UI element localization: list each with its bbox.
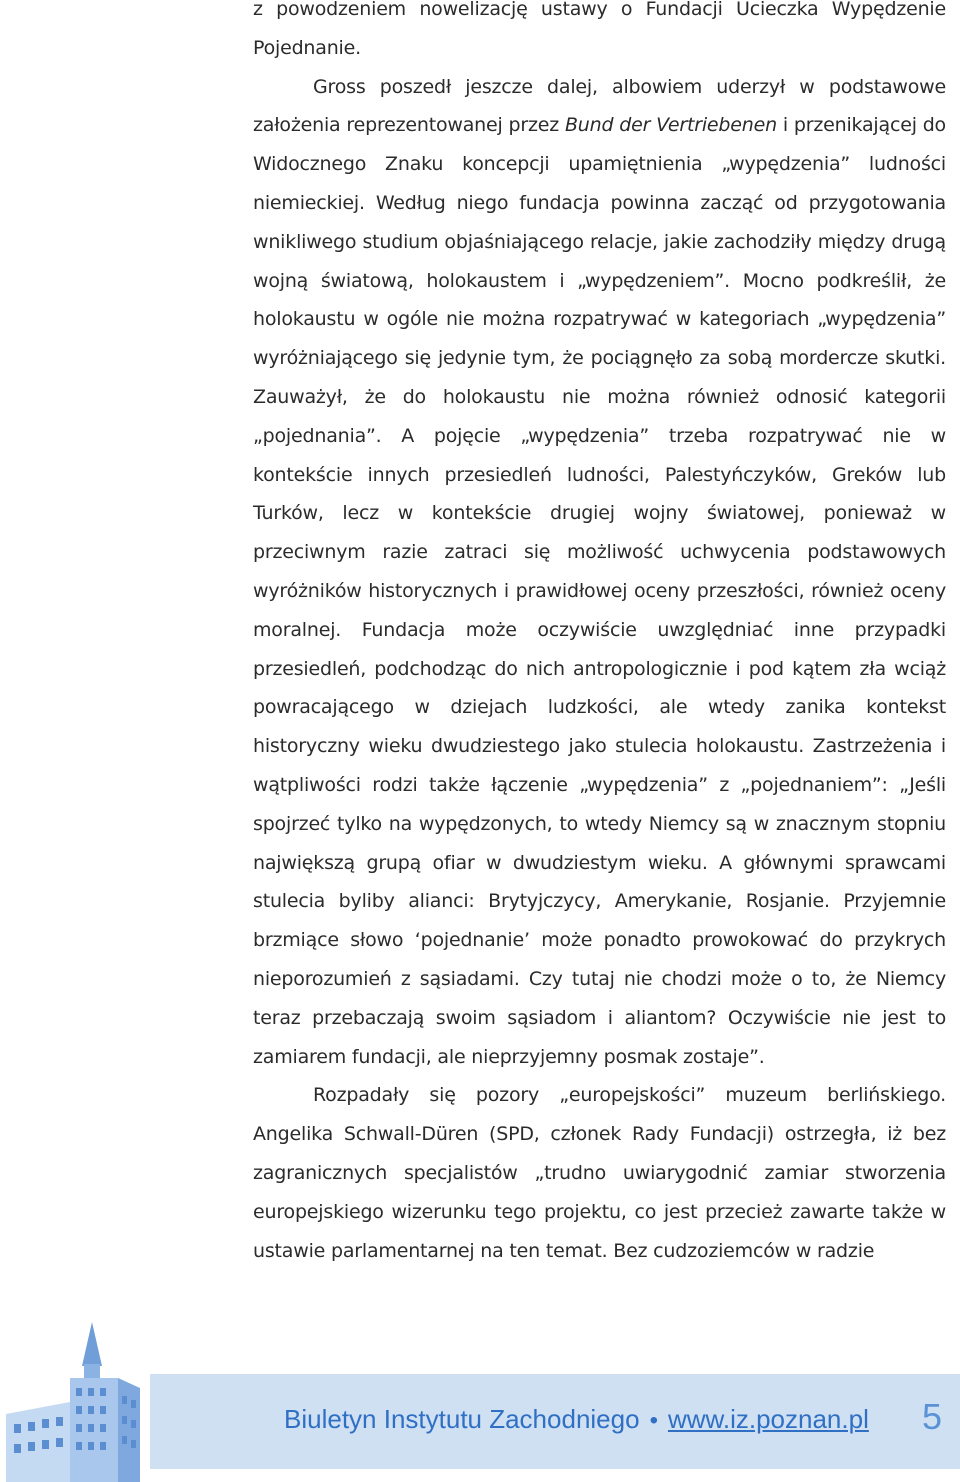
paragraph-1 — [253, 0, 946, 68]
paragraph-2 — [253, 68, 946, 1077]
bullet-separator: • — [649, 1407, 658, 1434]
journal-title: Biuletyn Instytutu Zachodniego — [284, 1404, 640, 1434]
article-body — [253, 0, 946, 1270]
page-number: 5 — [922, 1396, 943, 1437]
text-segment-italic: Bund der Vertriebenen — [564, 114, 777, 137]
text-segment: z powodzeniem nowelizację ustawy o Fundacji Ucieczka Wypędzenie Pojednanie. — [253, 0, 946, 59]
footer-caption — [284, 1404, 869, 1435]
text-segment: Gross poszedł jeszcze dalej, albowiem uderzył w podstawowe założenia reprezentowanej przez — [253, 75, 946, 137]
institute-building-icon — [0, 1322, 150, 1482]
page-footer — [0, 1374, 960, 1469]
website-link[interactable]: www.iz.poznan.pl — [667, 1404, 869, 1434]
text-segment: i przenikającej do Widocznego Znaku koncepcji upamiętnienia „wypędzenia” ludności niemieckiej. Według niego fundacja powinna zacząć od przygotowania wnikliwego studium objaśniającego relacje, jakie zachodziły między drugą wojną światową, holokaustem i „wypędzeniem”. Mocno podkreślił, że holokaustu w ogóle nie można rozpatrywać w kategoriach „wypędzenia” wyróżniającego się jedynie tym, że pociągnęło za sobą mordercze skutki. Zauważył, że do holokaustu nie można również odnosić kategorii „pojednania”. A pojęcie „wypędzenia” trzeba rozpatrywać nie w kontekście innych przesiedleń ludności, Palestyńczyków, Greków lub Turków, lecz w kontekście drugiej wojny światowej, ponieważ w przeciwnym razie zatraci się możliwość uchwycenia podstawowych wyróżników historycznych i prawidłowej oceny przeszłości, również oceny moralnej. Fundacja może oczywiście uwzględniać inne przypadki przesiedleń, podchodząc do nich antropologicznie i pod kątem zła wciąż powracającego w dziejach ludzkości, ale wtedy zanika kontekst historyczny wieku dwudziestego jako stulecia holokaustu. Zastrzeżenia i wątpliwości rodzi także łączenie „wypędzenia” z „pojednaniem”: „Jeśli spojrzeć tylko na wypędzonych, to wtedy Niemcy są w znacznym stopniu największą grupą ofiar w dwudziestym wieku. A głównymi sprawcami stulecia byliby alianci: Brytyjczycy, Amerykanie, Rosjanie. Przyjemnie brzmiące słowo ‘pojednanie’ może ponadto prowokować do przykrych nieporozumień z sąsiadami. Czy tutaj nie chodzi może o to, że Niemcy teraz przebaczają swoim sąsiadom i aliantom? Oczywiście nie jest to zamiarem fundacji, ale nieprzyjemny posmak zostaje”. — [253, 114, 946, 1068]
text-segment: Rozpadały się pozory „europejskości” muzeum berlińskiego. Angelika Schwall-Düren (SPD, członek Rady Fundacji) ostrzegła, iż bez zagranicznych specjalistów „trudno uwiarygodnić zamiar stworzenia europejskiego wizerunku tego projektu, co jest przecież zawarte także w ustawie parlamentarnej na ten temat. Bez cudzoziemców w radzie — [253, 1084, 946, 1262]
paragraph-3 — [253, 1076, 946, 1270]
